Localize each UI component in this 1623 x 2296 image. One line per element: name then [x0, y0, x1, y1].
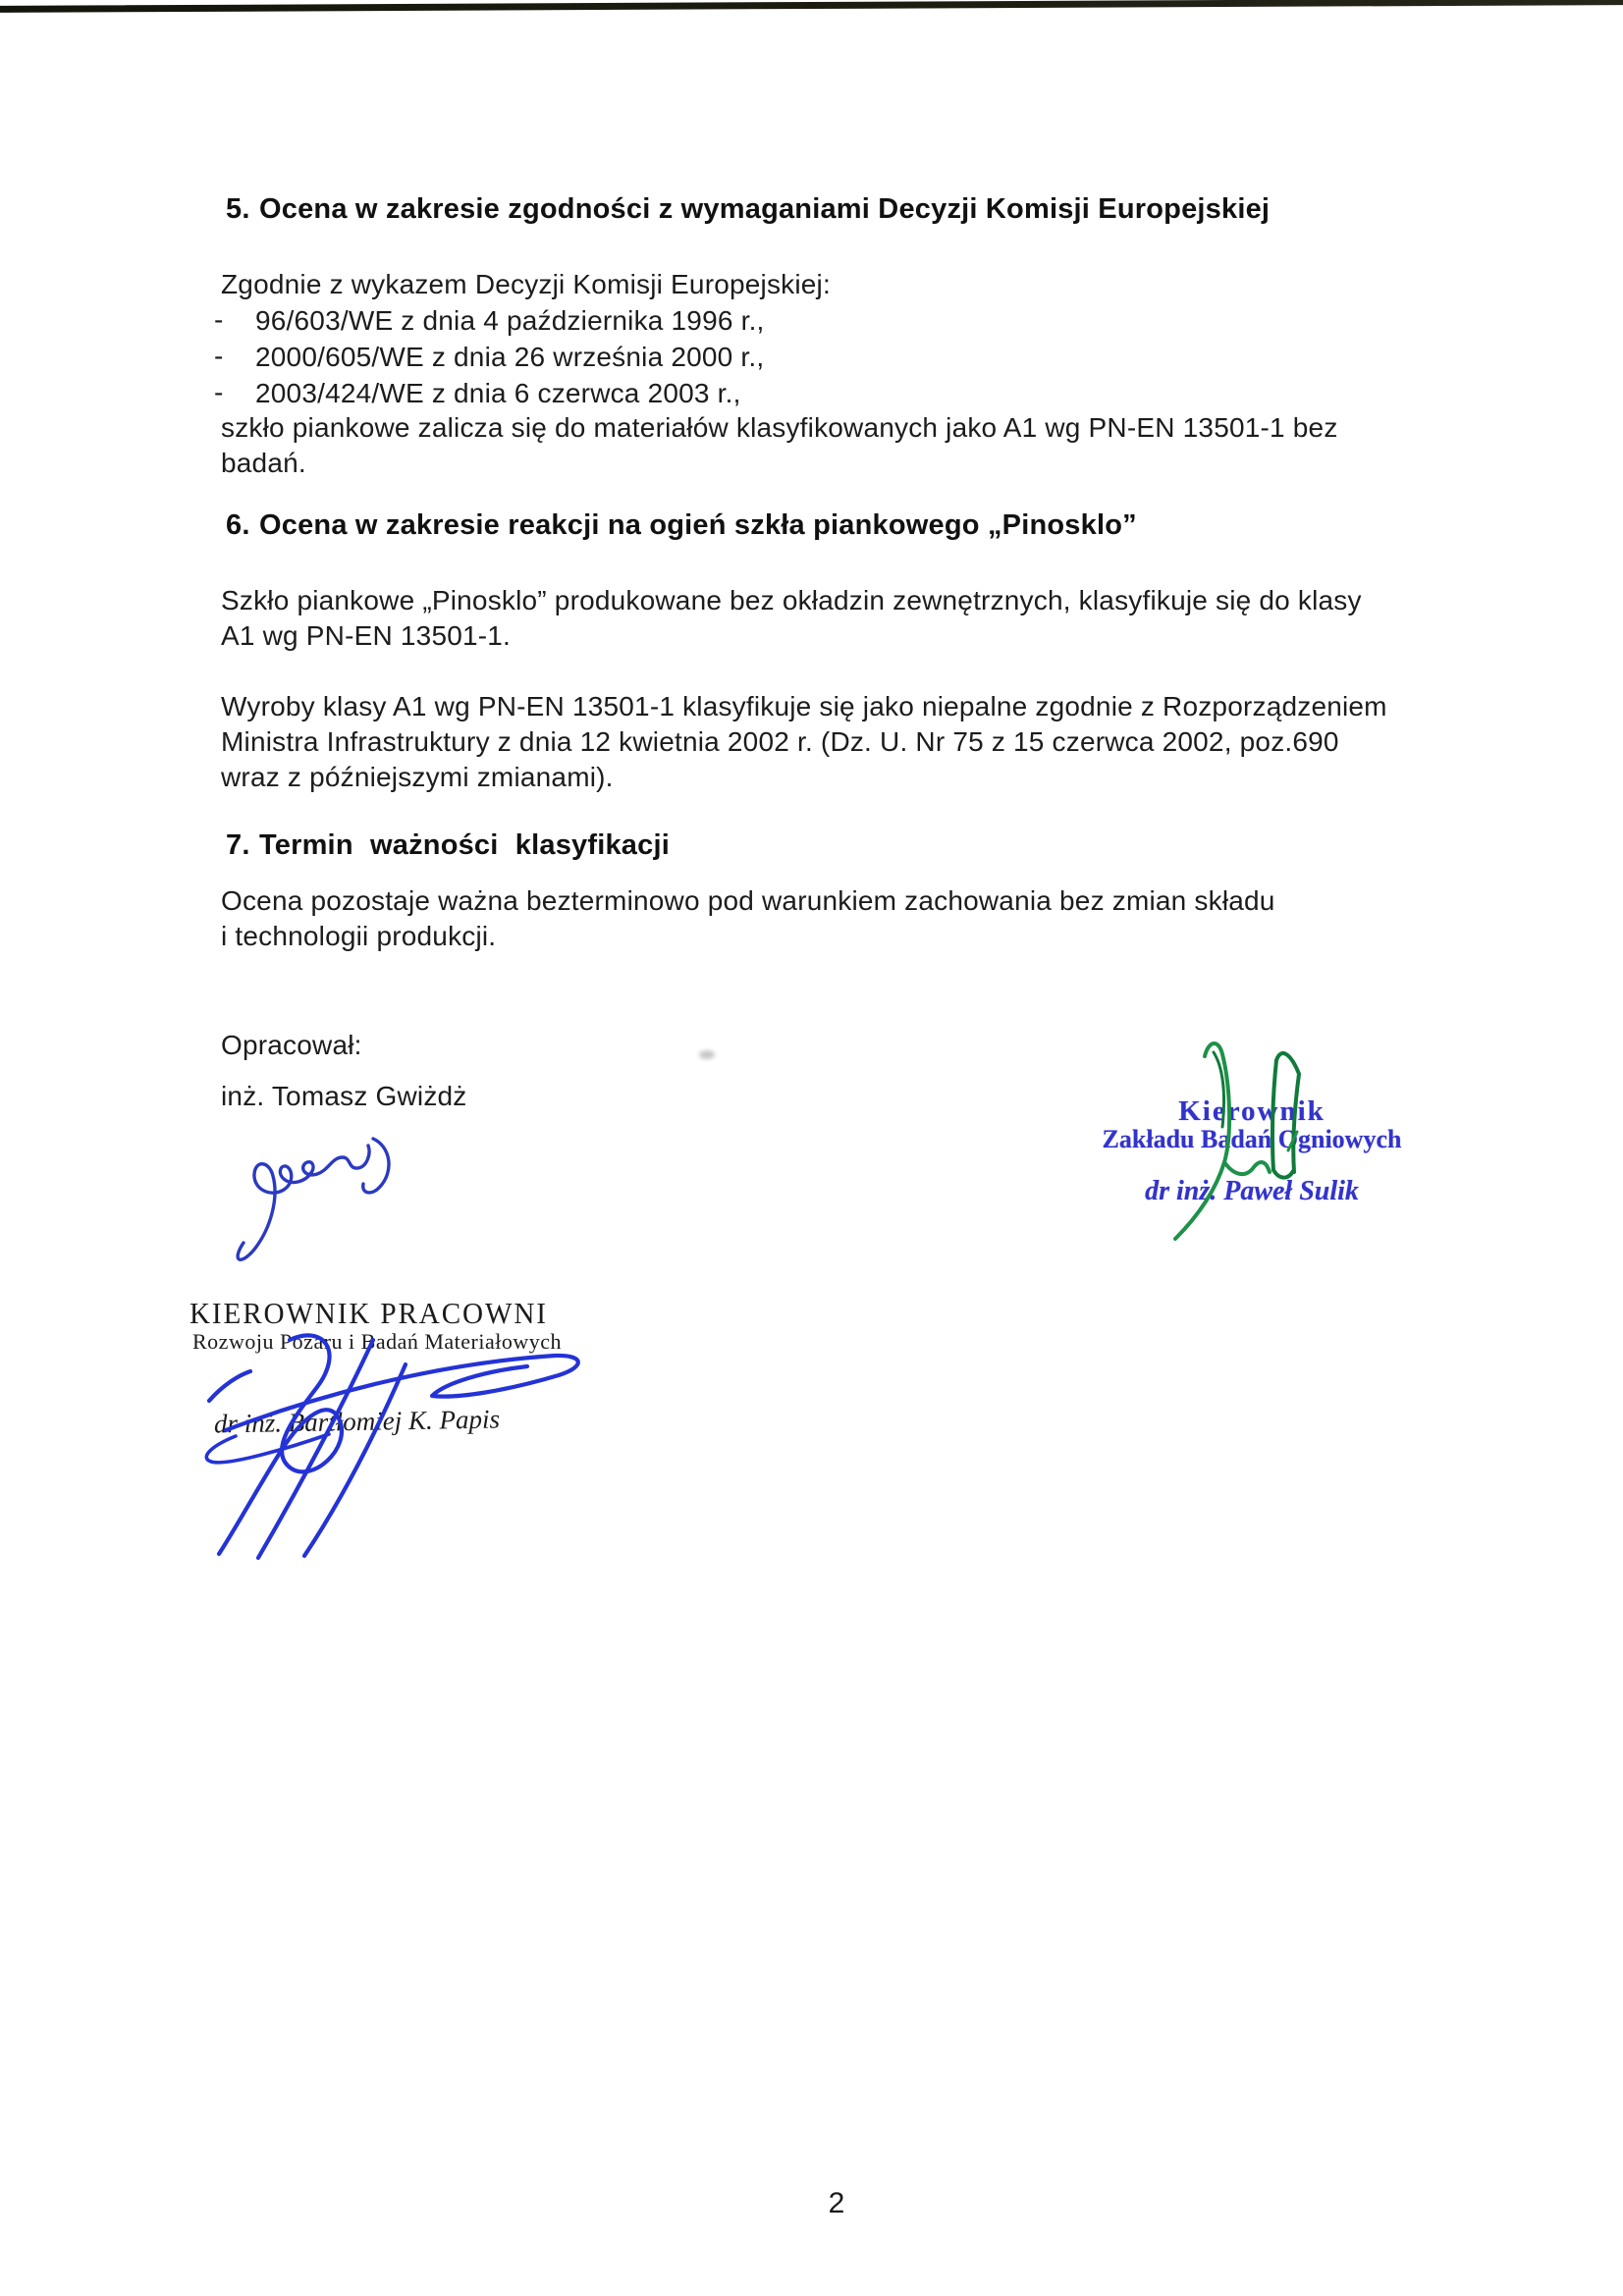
text-line: Ocena pozostaje ważna bezterminowo pod warunkiem zachowania bez zmian składu: [221, 885, 1275, 916]
bullet-item: 96/603/WE z dnia 4 października 1996 r.,: [255, 305, 765, 336]
section5-heading: Ocena w zakresie zgodności z wymaganiami Decyzji Komisji Europejskiej: [259, 193, 1271, 225]
sulik-signature: [1144, 1033, 1340, 1249]
scan-edge-artifact: [0, 0, 1623, 13]
bullet-dash: -: [214, 377, 224, 407]
section5-number: 5.: [226, 193, 250, 225]
stamp-line: Rozwoju Pożaru i Badań Materiałowych: [192, 1329, 563, 1354]
text-line: badań.: [221, 448, 306, 478]
text-line: szkło piankowe zalicza się do materiałów klasyfikowanych jako A1 wg PN-EN 13501-1 bez: [221, 412, 1338, 443]
section5-intro: Zgodnie z wykazem Decyzji Komisji Europejskiej:: [221, 269, 831, 299]
bullet-item: 2003/424/WE z dnia 6 czerwca 2003 r.,: [255, 378, 741, 408]
stamp-line: KIEROWNIK PRACOWNI: [189, 1296, 548, 1330]
bullet-item: 2000/605/WE z dnia 26 września 2000 r.,: [255, 342, 765, 372]
section7-heading: Termin ważności klasyfikacji: [259, 829, 670, 861]
text-line: A1 wg PN-EN 13501-1.: [221, 620, 512, 651]
stamp-line: Zakładu Badań Ogniowych: [1102, 1125, 1402, 1153]
section6-heading: Ocena w zakresie reakcji na ogień szkła piankowego „Pinosklo”: [259, 509, 1137, 541]
section7-number: 7.: [226, 829, 250, 861]
text-line: wraz z późniejszymi zmianami).: [221, 762, 614, 792]
section6-number: 6.: [226, 509, 250, 541]
prepared-name: inż. Tomasz Gwiżdż: [221, 1081, 467, 1111]
text-line: Wyroby klasy A1 wg PN-EN 13501-1 klasyfikuje się jako niepalne zgodnie z Rozporządzeniem: [221, 691, 1387, 721]
text-line: Szkło piankowe „Pinosklo” produkowane bez okładzin zewnętrznych, klasyfikuje się do klasy: [221, 585, 1362, 615]
scan-speck-artifact: [699, 1050, 715, 1059]
page-number: 2: [828, 2187, 845, 2219]
bullet-dash: -: [214, 341, 224, 371]
prepared-label: Opracował:: [221, 1030, 362, 1060]
gwizdz-signature: [224, 1117, 425, 1264]
stamp-line: Kierownik: [1178, 1095, 1325, 1127]
papis-signature: [142, 1310, 604, 1566]
stamp-line: dr inż. Paweł Sulik: [1145, 1176, 1359, 1206]
text-line: Ministra Infrastruktury z dnia 12 kwietnia 2002 r. (Dz. U. Nr 75 z 15 czerwca 2002, poz.690: [221, 726, 1339, 757]
text-line: i technologii produkcji.: [221, 921, 497, 951]
bullet-dash: -: [214, 304, 224, 335]
stamp-line: dr inż. Bartłomiej K. Papis: [213, 1404, 501, 1439]
